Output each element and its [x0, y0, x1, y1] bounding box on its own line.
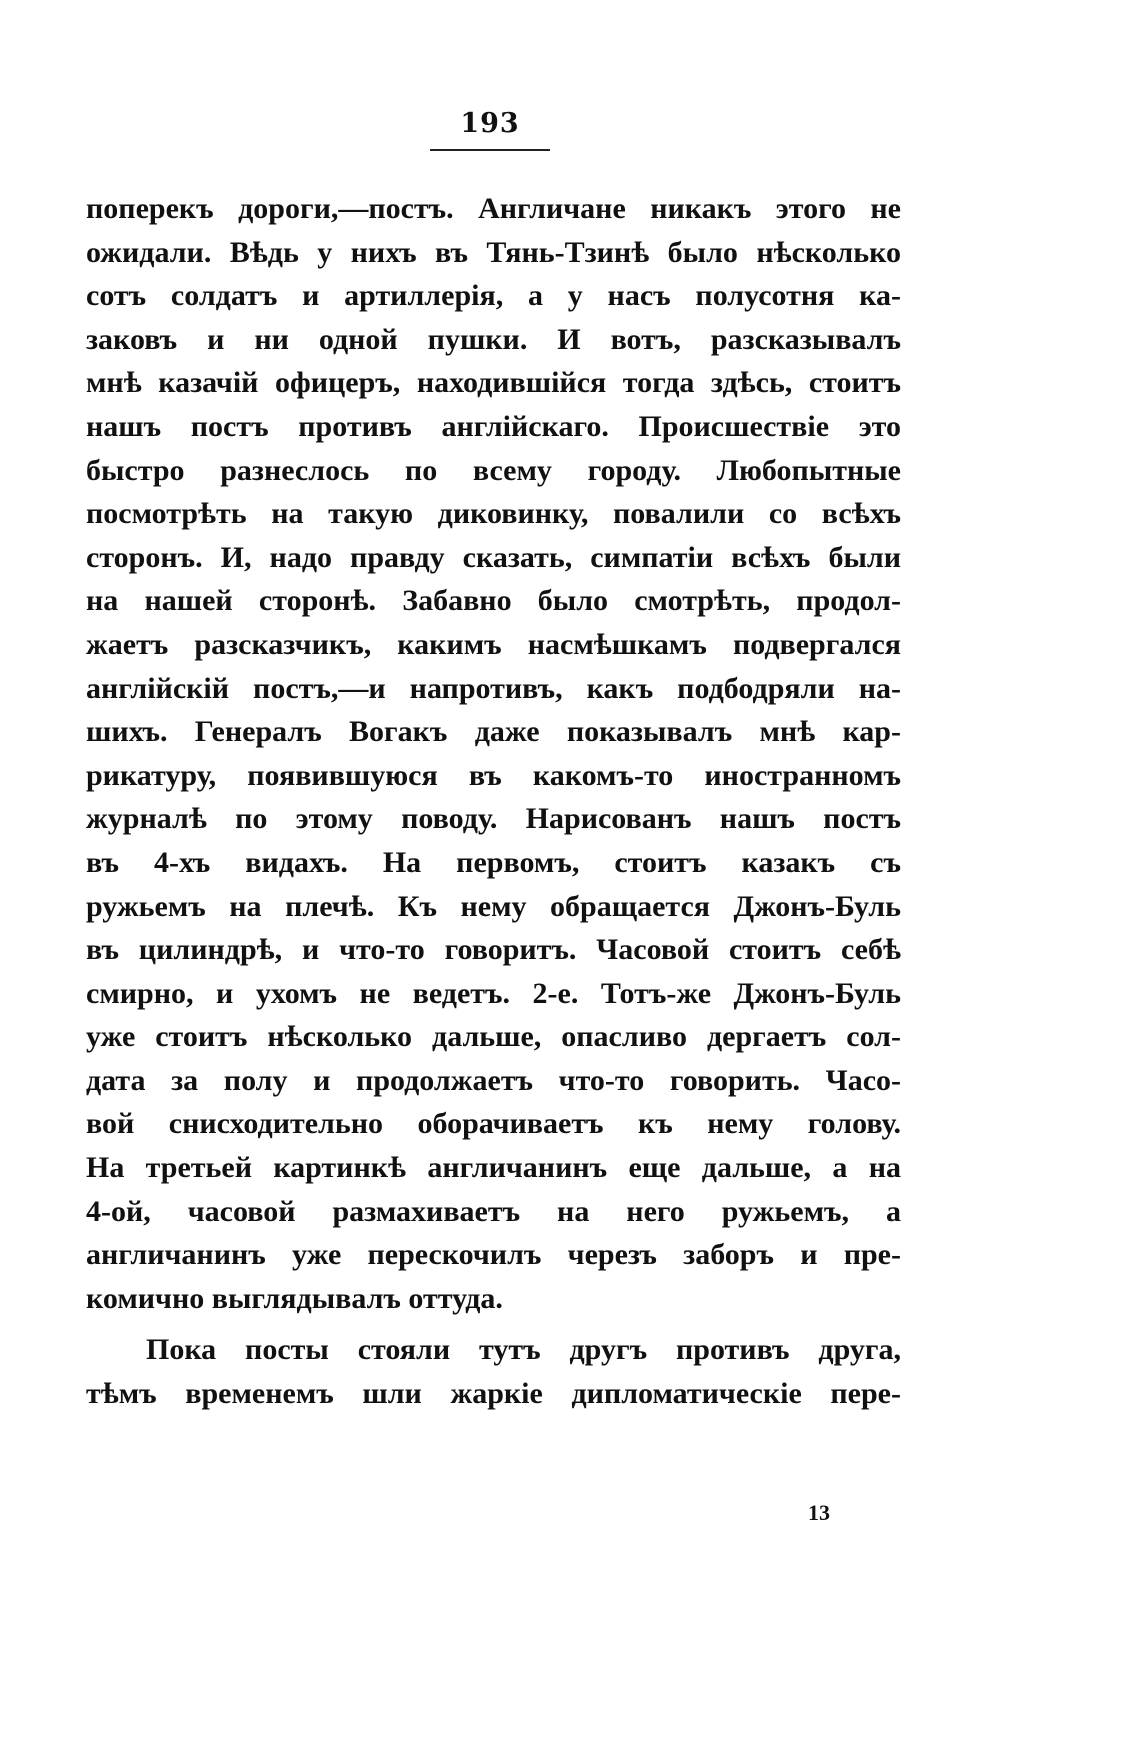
text-line: англійскій постъ,—и напротивъ, какъ подбодряли на-	[86, 671, 901, 705]
text-line: заковъ и ни одной пушки. И вотъ, разсказывалъ	[86, 322, 901, 356]
text-line: посмотрѣть на такую диковинку, повалили со всѣхъ	[86, 497, 901, 531]
text-line: смирно, и ухомъ не ведетъ. 2-е. Тотъ-же Джонъ-Буль	[86, 976, 901, 1010]
text-line: 4-ой, часовой размахиваетъ на него ружьемъ, а	[86, 1194, 901, 1228]
text-line: сотъ солдатъ и артиллерія, а у насъ полусотня ка-	[86, 279, 901, 313]
text-line: На третьей картинкѣ англичанинъ еще дальше, а на	[86, 1151, 901, 1185]
body-text	[86, 187, 901, 1416]
signature-mark: 13	[808, 1500, 830, 1525]
text-line: тѣмъ временемъ шли жаркіе дипломатическіе пере-	[86, 1377, 901, 1411]
text-line: журналѣ по этому поводу. Нарисованъ нашъ постъ	[86, 802, 901, 836]
page-number-rule	[430, 149, 550, 151]
text-line: въ цилиндрѣ, и что-то говоритъ. Часовой стоитъ себѣ	[86, 933, 901, 967]
paragraph-gap	[86, 1320, 901, 1328]
text-line: шихъ. Генералъ Вогакъ даже показывалъ мнѣ кар-	[86, 715, 901, 749]
text-line: рикатуру, появившуюся въ какомъ-то иностранномъ	[86, 758, 901, 792]
text-line: уже стоитъ нѣсколько дальше, опасливо дергаетъ сол-	[86, 1020, 901, 1054]
text-line: комично выглядывалъ оттуда.	[86, 1281, 503, 1315]
text-line: дата за полу и продолжаетъ что-то говорить. Часо-	[86, 1063, 901, 1097]
text-line: поперекъ дороги,—постъ. Англичане никакъ этого не	[86, 192, 901, 225]
page-number: 193	[460, 108, 520, 139]
text-line: быстро разнеслось по всему городу. Любопытные	[86, 453, 901, 487]
text-line: ожидали. Вѣдь у нихъ въ Тянь-Тзинѣ было нѣсколько	[86, 235, 901, 269]
text-line: жаетъ разсказчикъ, какимъ насмѣшкамъ подвергался	[86, 627, 901, 661]
text-line: ружьемъ на плечѣ. Къ нему обращается Джонъ-Буль	[86, 889, 901, 923]
text-line: на нашей сторонѣ. Забавно было смотрѣть, продол-	[86, 584, 901, 618]
text-line: сторонъ. И, надо правду сказать, симпатіи всѣхъ были	[86, 540, 901, 574]
text-line: въ 4-хъ видахъ. На первомъ, стоитъ казакъ съ	[86, 845, 901, 879]
text-line: вой снисходительно оборачиваетъ къ нему голову.	[86, 1107, 901, 1141]
text-line: англичанинъ уже перескочилъ черезъ заборъ и пре-	[86, 1238, 901, 1272]
text-line: мнѣ казачій офицеръ, находившійся тогда здѣсь, стоитъ	[86, 366, 901, 400]
text-line: Пока посты стояли тутъ другъ противъ друга,	[146, 1333, 901, 1367]
text-line: нашъ постъ противъ англійскаго. Происшествіе это	[86, 409, 901, 443]
